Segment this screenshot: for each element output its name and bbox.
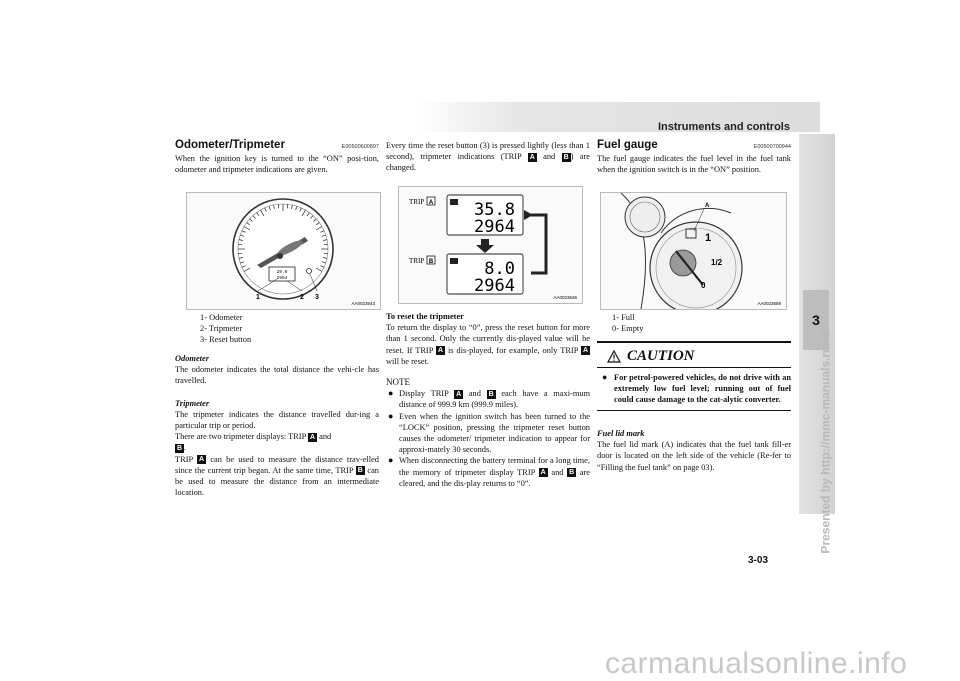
speedometer-illustration xyxy=(187,193,380,309)
trip-a-icon: A xyxy=(197,455,206,464)
left-column xyxy=(175,140,379,176)
callout-2: 2 xyxy=(300,294,304,301)
tripmeter-heading: Tripmeter xyxy=(175,398,379,409)
trip-b-icon: B xyxy=(562,153,571,162)
bullet-icon: ● xyxy=(602,372,607,383)
list-item: ● Display TRIP A and B each have a maxi-mum distance of 999.9 km (999.9 miles). xyxy=(386,388,590,410)
page-number: 3-03 xyxy=(748,555,768,566)
legend-item: 0- Empty xyxy=(612,323,782,334)
svg-text:B: B xyxy=(429,259,434,265)
odometer-heading: Odometer xyxy=(175,353,379,364)
display-a-trip: 35.8 xyxy=(474,200,515,220)
legend-item: 2- Tripmeter xyxy=(200,323,370,334)
fuel-gauge-figure xyxy=(600,192,787,310)
caution-text: For petrol-powered vehicles, do not drive with an extremely low fuel level; running out of fuel could cause damage to the cat-alytic converter. xyxy=(614,373,791,404)
section-code: E00500700944 xyxy=(754,142,791,153)
down-arrow-icon xyxy=(476,239,494,253)
left-body xyxy=(175,353,379,498)
callout-1: 1 xyxy=(256,294,260,301)
trip-a-icon: A xyxy=(528,153,537,162)
gauge-mark-full: 1 xyxy=(705,232,711,244)
fuel-intro: The fuel gauge indicates the fuel level in the fuel tank when the ignition switch is in the “ON” position. xyxy=(597,153,791,175)
tripmeter-displays-text: There are two tripmeter displays: TRIP A and B . xyxy=(175,431,379,453)
svg-text:TRIP: TRIP xyxy=(409,257,424,265)
fuel-gauge-title: Fuel gauge xyxy=(597,140,658,151)
display-b-trip: 8.0 xyxy=(484,259,515,279)
trip-a-icon: A xyxy=(308,433,317,442)
display-b-total: 2964 xyxy=(474,276,515,296)
gauge-mark-empty: 0 xyxy=(701,281,706,290)
caution-title: CAUTION xyxy=(627,348,695,365)
note-list xyxy=(386,388,590,489)
legend-item: 3- Reset button xyxy=(200,334,370,345)
fuel-lid-section xyxy=(597,428,791,473)
trip-b-icon: B xyxy=(175,444,184,453)
odometer-text: The odometer indicates the total distance the vehi-cle has travelled. xyxy=(175,364,379,386)
reset-heading: To reset the tripmeter xyxy=(386,311,590,322)
middle-intro: Every time the reset button (3) is pressed lightly (less than 1 second), tripmeter indications (TRIP A and B ) are changed. xyxy=(386,140,590,174)
warning-icon xyxy=(607,350,621,363)
odometer-intro: When the ignition key is turned to the “ON” posi-tion, odometer and tripmeter indications are given. xyxy=(175,153,379,175)
tripmeter-illustration xyxy=(399,187,582,303)
trip-a-icon: A xyxy=(581,346,590,355)
list-item: ● Even when the ignition switch has been turned to the “LOCK” position, pressing the tripmeter reset button causes the odometer/ tripmeter indication to appear for approxi-mately 30 seconds. xyxy=(386,411,590,456)
trip-b-icon: B xyxy=(356,466,365,475)
odometer-legend xyxy=(200,312,370,346)
fuel-legend xyxy=(612,312,782,334)
gauge-mark-half: 1/2 xyxy=(711,258,723,267)
watermark: Presented by http://mmc-manuals.ru/ © xyxy=(819,330,833,554)
tripmeter-text: The tripmeter indicates the distance travelled dur-ing a particular trip or period. xyxy=(175,409,379,431)
figure-code: AA0023669 xyxy=(757,301,781,306)
tripmeter-figure xyxy=(398,186,583,304)
odo-display-trip: 29.8 xyxy=(277,269,288,275)
chapter-tab: 3 xyxy=(803,290,829,350)
middle-body xyxy=(386,311,590,489)
reset-text: To return the display to “0”, press the reset button for more than 1 second. Only the currently dis-played value will be reset. If TRIP A is dis-played, for example, only TRIP A will be reset. xyxy=(386,322,590,367)
figure-code: AA0023643 xyxy=(351,301,375,306)
fuel-lid-heading: Fuel lid mark xyxy=(597,428,791,439)
callout-a: A xyxy=(705,203,710,209)
note-heading: NOTE xyxy=(386,377,590,388)
section-header: Instruments and controls xyxy=(658,121,790,133)
legend-item: 1- Odometer xyxy=(200,312,370,323)
svg-text:A: A xyxy=(429,200,434,206)
figure-code: AA0023636 xyxy=(553,295,577,300)
display-a-total: 2964 xyxy=(474,217,515,237)
legend-item: 1- Full xyxy=(612,312,782,323)
trip-a-icon: A xyxy=(436,346,445,355)
site-footer: carmanualsonline.info xyxy=(605,647,907,681)
right-column xyxy=(597,140,791,176)
callout-3: 3 xyxy=(315,294,319,301)
caution-box xyxy=(597,341,791,411)
fuel-lid-text: The fuel lid mark (A) indicates that the fuel tank fill-er door is located on the left side of the vehicle (Re-fer to “Filling the fuel tank” on page 03). xyxy=(597,439,791,473)
trip-usage-text: TRIP A can be used to measure the distance trav-elled since the current trip began. At the same time, TRIP B can be used to measure the distance from an intermediate location. xyxy=(175,454,379,499)
section-code: E00500600897 xyxy=(342,142,379,153)
svg-text:TRIP: TRIP xyxy=(409,198,424,206)
odometer-figure xyxy=(186,192,381,310)
odo-display-total: 2964 xyxy=(277,275,288,281)
fuel-gauge-illustration xyxy=(601,193,786,309)
odometer-title: Odometer/Tripmeter xyxy=(175,140,285,151)
list-item: ● When disconnecting the battery terminal for a long time, the memory of tripmeter display TRIP A and B are cleared, and the dis-play returns to “0”. xyxy=(386,455,590,489)
